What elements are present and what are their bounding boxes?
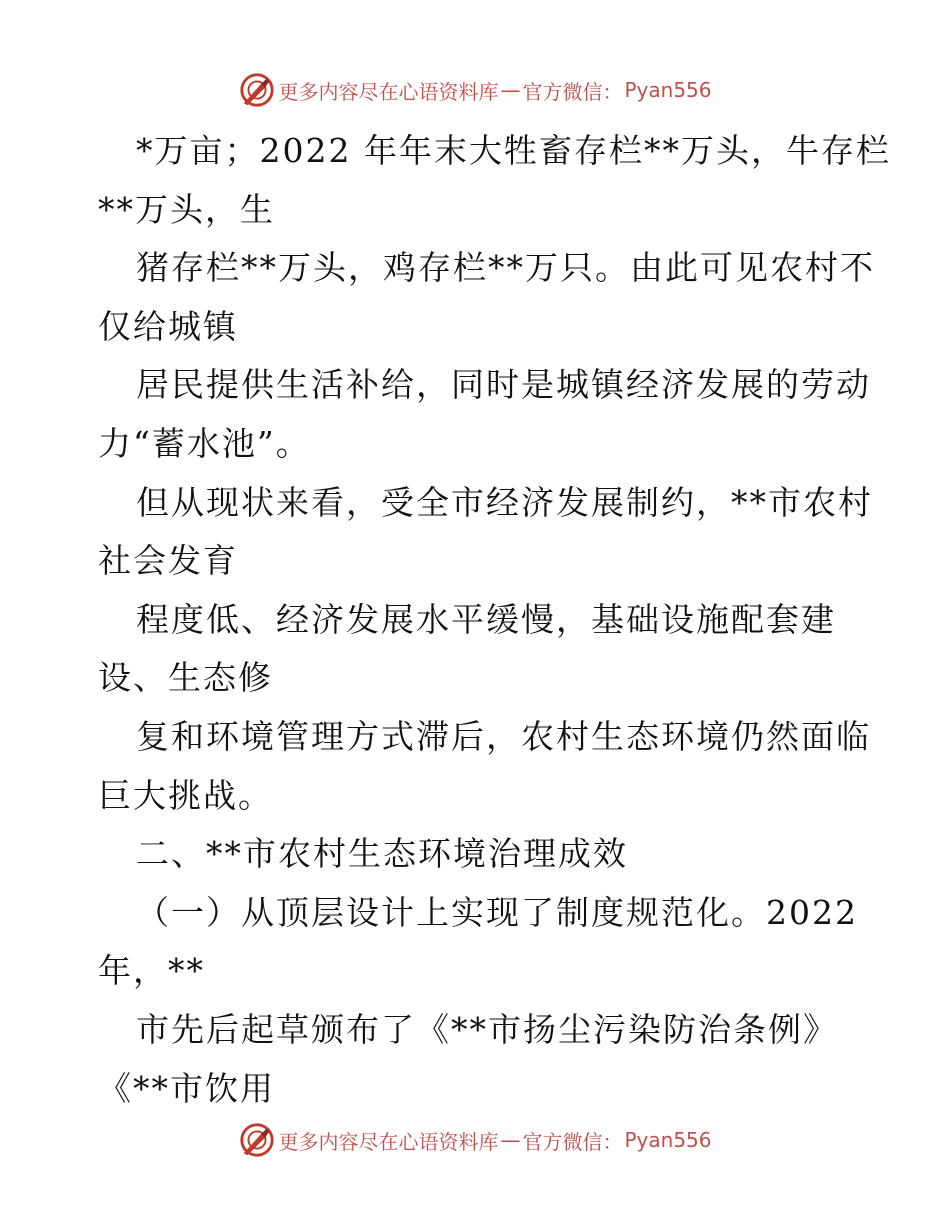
text-line: （一）从顶层设计上实现了制度规范化。2022 [136,892,858,932]
text-line: 但从现状来看，受全市经济发展制约，**市农村 [136,482,873,522]
watermark-separator: — [500,78,521,102]
watermark-banner-bottom [0,1120,950,1160]
pen-logo-icon [238,71,276,109]
watermark-brand-text: 更多内容尽在心语资料库 [278,1129,499,1154]
text-line: 年，** [98,951,205,991]
text-line: 力“蓄水池”。 [98,423,311,463]
text-line: 《**市饮用 [98,1068,275,1108]
document-body [98,122,891,1118]
pen-logo-icon [238,1121,276,1159]
watermark-separator: — [500,1128,521,1152]
text-line: 设、生态修 [98,658,273,698]
watermark-label: 官方微信： [522,1129,623,1154]
text-line: 居民提供生活补给，同时是城镇经济发展的劳动 [136,365,871,405]
text-line: 市先后起草颁布了《**市扬尘污染防治条例》 [136,1009,838,1049]
text-line: 仅给城镇 [98,306,238,346]
text-line: 程度低、经济发展水平缓慢，基础设施配套建 [136,599,836,639]
watermark-account: Pyan556 [624,78,712,102]
text-line: 猪存栏**万头，鸡存栏**万只。由此可见农村不 [136,248,875,288]
text-line: **万头，生 [98,189,275,229]
watermark-account: Pyan556 [624,1128,712,1152]
text-line: *万亩；2022 年年末大牲畜存栏**万头，牛存栏 [136,131,891,170]
text-line: 复和环境管理方式滞后，农村生态环境仍然面临 [136,716,871,756]
watermark-brand-text: 更多内容尽在心语资料库 [278,79,499,104]
text-line: 社会发育 [98,541,238,581]
section-heading: 二、**市农村生态环境治理成效 [136,834,628,874]
text-line: 巨大挑战。 [98,775,273,815]
watermark-banner-top [0,70,950,110]
watermark-label: 官方微信： [522,79,623,104]
